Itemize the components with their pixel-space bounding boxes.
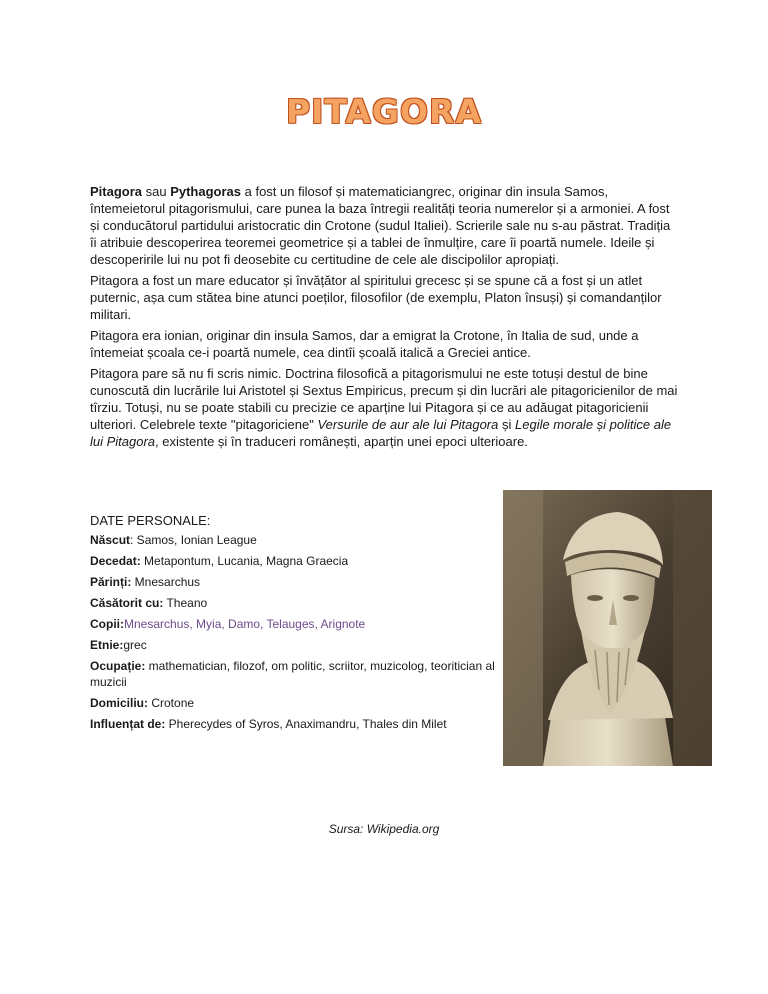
field-label: Etnie: [90, 638, 124, 652]
field-value: Crotone [148, 696, 195, 710]
pythagoras-bust-image [503, 490, 712, 766]
ethnicity-row [90, 637, 500, 653]
name-pythagoras: Pythagoras [170, 184, 242, 199]
occupation-row [90, 658, 500, 690]
field-label: Născut [90, 533, 131, 547]
influenced-row [90, 716, 500, 732]
field-label: Domiciliu: [90, 696, 149, 710]
article-body [90, 183, 680, 454]
parents-row [90, 574, 500, 590]
field-label: Ocupație: [90, 659, 146, 673]
paragraph-doctrine [90, 365, 680, 450]
field-label: Decedat: [90, 554, 141, 568]
field-value: Metapontum, Lucania, Magna Graecia [140, 554, 349, 568]
page-title: PITAGORA [285, 92, 483, 131]
field-value: Mnesarchus [131, 575, 201, 589]
children-row [90, 616, 500, 632]
field-label: Părinți: [90, 575, 132, 589]
text-span: sau [142, 184, 171, 199]
text-span: și [498, 417, 515, 432]
children-links[interactable]: Mnesarchus, Myia, Damo, Telauges, Arignote [124, 617, 366, 631]
field-value: mathematician, filozof, om politic, scriitor, muzicolog, teoritician al muzicii [90, 659, 495, 689]
field-label: Copii: [90, 617, 124, 631]
source-citation: Sursa: Wikipedia.org [328, 822, 440, 836]
died-row [90, 553, 500, 569]
field-value: : Samos, Ionian League [130, 533, 257, 547]
work-title: Versurile de aur ale lui Pitagora [317, 417, 499, 432]
field-label: Influențat de: [90, 717, 166, 731]
born-row [90, 532, 500, 548]
personal-data-section [90, 513, 500, 737]
name-pitagora: Pitagora [90, 184, 143, 199]
text-span: a fost un filosof și matematiciangrec, originar din insula Samos, întemeietorul pitagorismului, care punea la baza întregii realități teoria numerelor și a armoniei. A fost și conducătorul partidului aristocratic din Crotone (sudul Italiei). Scrierile sale nu s-au păstrat. Tradiția îi atribuie descoperirea teoremei geometrice și a tablei de înmulțire, care îi poartă numele. Ideile și descoperirile lui nu pot fi deosebite cu certitudine de cele ale discipolilor apropiați. [90, 184, 671, 267]
text-span: , existente și în traduceri românești, aparțin unei epoci ulterioare. [155, 434, 528, 449]
paragraph-educator: Pitagora a fost un mare educator și învățător al spiritului grecesc și se spune că a fost și un atlet puternic, așa cum stătea bine atunci poeților, filosofilor (de exemplu, Platon însuși) și comandanților militari. [90, 273, 662, 322]
field-label: Căsătorit cu: [90, 596, 164, 610]
personal-heading: DATE PERSONALE: [90, 513, 211, 528]
text-span: Pitagora pare să nu fi scris nimic. Doctrina filosofică a pitagorismului ne este totuși destul de bine cunoscută din lucrările lui Aristotel și Sextus Empiricus, precum și din lucrări ale pitagoricienilor de mai tîrziu. Totuși, nu se poate stabili cu precizie ce aparține lui Pitagora și ce au adăugat pitagoricienii ulteriori. Celebrele texte "pitagoriciene" [90, 366, 678, 432]
field-value: grec [123, 638, 147, 652]
field-value: Pherecydes of Syros, Anaximandru, Thales din Milet [165, 717, 447, 731]
spouse-row [90, 595, 500, 611]
field-value: Theano [163, 596, 208, 610]
residence-row [90, 695, 500, 711]
paragraph-origin: Pitagora era ionian, originar din insula Samos, dar a emigrat la Crotone, în Italia de sud, unde a întemeiat școala ce-i poartă numele, cea dintîi școală italică a Greciei antice. [90, 328, 639, 360]
paragraph-intro [90, 183, 680, 268]
work-title: Legile morale și politice ale lui Pitagora [90, 417, 672, 449]
